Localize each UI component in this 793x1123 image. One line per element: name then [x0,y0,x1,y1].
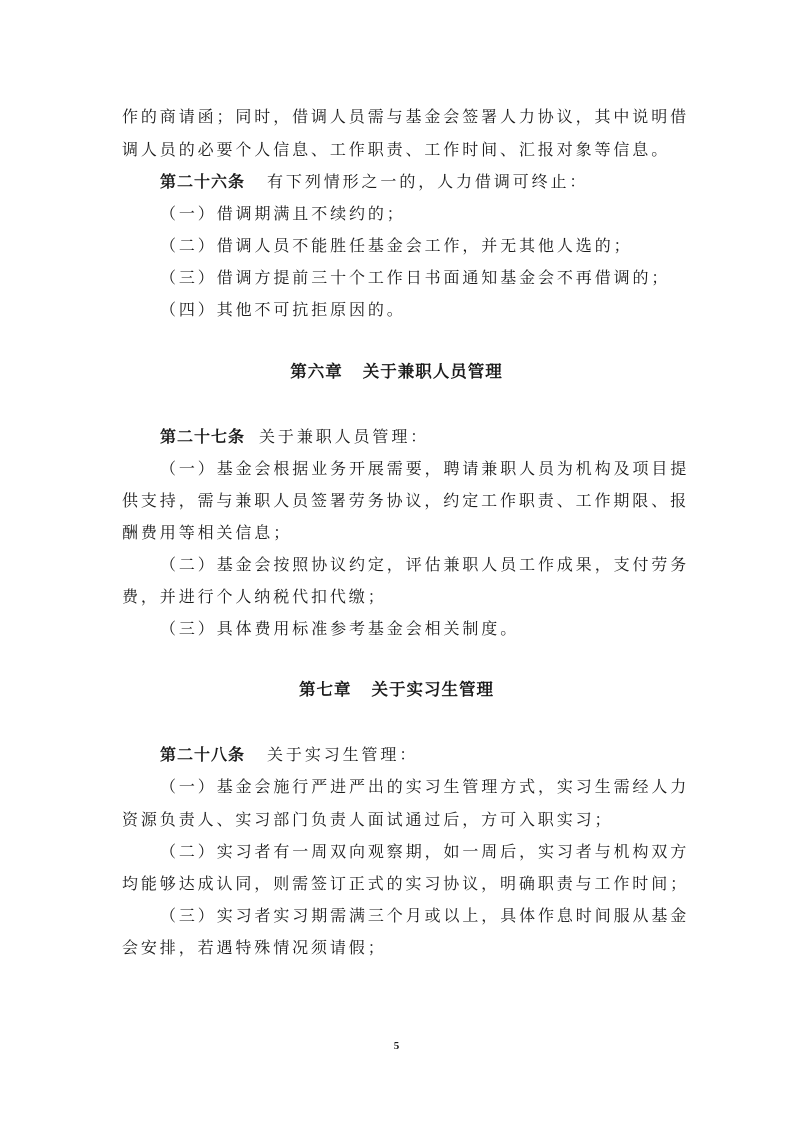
article-number: 第二十七条 [160,427,246,446]
paragraph-line: （三）实习者实习期需满三个月或以上，具体作息时间服从基金 [160,906,690,925]
paragraph-line: 调人员的必要个人信息、工作职责、工作时间、汇报对象等信息。 [122,140,671,159]
paragraph-line: （三）具体费用标准参考基金会相关制度。 [160,619,520,638]
list-item: （四）其他不可抗拒原因的。 [160,300,406,319]
list-item: （二）借调人员不能胜任基金会工作，并无其他人选的； [160,236,633,255]
chapter-title: 关于兼职人员管理 [362,362,503,381]
paragraph-line: 供支持，需与兼职人员签署劳务协议，约定工作职责、工作期限、报 [122,491,690,510]
paragraph-line: 作的商请函；同时，借调人员需与基金会签署人力协议，其中说明借 [122,107,690,126]
chapter-6-heading [0,356,793,388]
paragraph-line: （二）实习者有一周双向观察期，如一周后，实习者与机构双方 [160,842,690,861]
paragraph-line: 资源负责人、实习部门负责人面试通过后，方可入职实习； [122,810,614,829]
paragraph-line: （一）基金会根据业务开展需要，聘请兼职人员为机构及项目提 [160,459,690,478]
paragraph-line: 会安排，若遇特殊情况须请假； [122,938,387,957]
paragraph-line: 费，并进行个人纳税代扣代缴； [122,587,387,606]
chapter-number: 第六章 [290,362,343,381]
chapter-7-heading [0,674,793,706]
article-number: 第二十六条 [160,172,246,191]
article-title: 关于兼职人员管理： [259,427,430,446]
chapter-title: 关于实习生管理 [371,680,494,699]
article-26-heading [160,166,674,198]
article-title: 关于实习生管理： [267,745,419,764]
article-title: 有下列情形之一的，人力借调可终止： [267,172,589,191]
paragraph-line: （一）基金会施行严进严出的实习生管理方式，实习生需经人力 [160,777,690,796]
paragraph-line: 均能够达成认同，则需签订正式的实习协议，明确职责与工作时间； [122,874,690,893]
list-item: （一）借调期满且不续约的； [160,204,406,223]
paragraph-line: 酬费用等相关信息； [122,523,293,542]
article-28-heading [160,739,674,771]
page-number: 5 [393,1040,400,1052]
list-item: （三）借调方提前三十个工作日书面通知基金会不再借调的； [160,268,671,287]
article-27-heading [160,421,674,453]
paragraph-line: （二）基金会按照协议约定，评估兼职人员工作成果，支付劳务 [160,555,690,574]
chapter-number: 第七章 [299,680,352,699]
article-number: 第二十八条 [160,745,246,764]
